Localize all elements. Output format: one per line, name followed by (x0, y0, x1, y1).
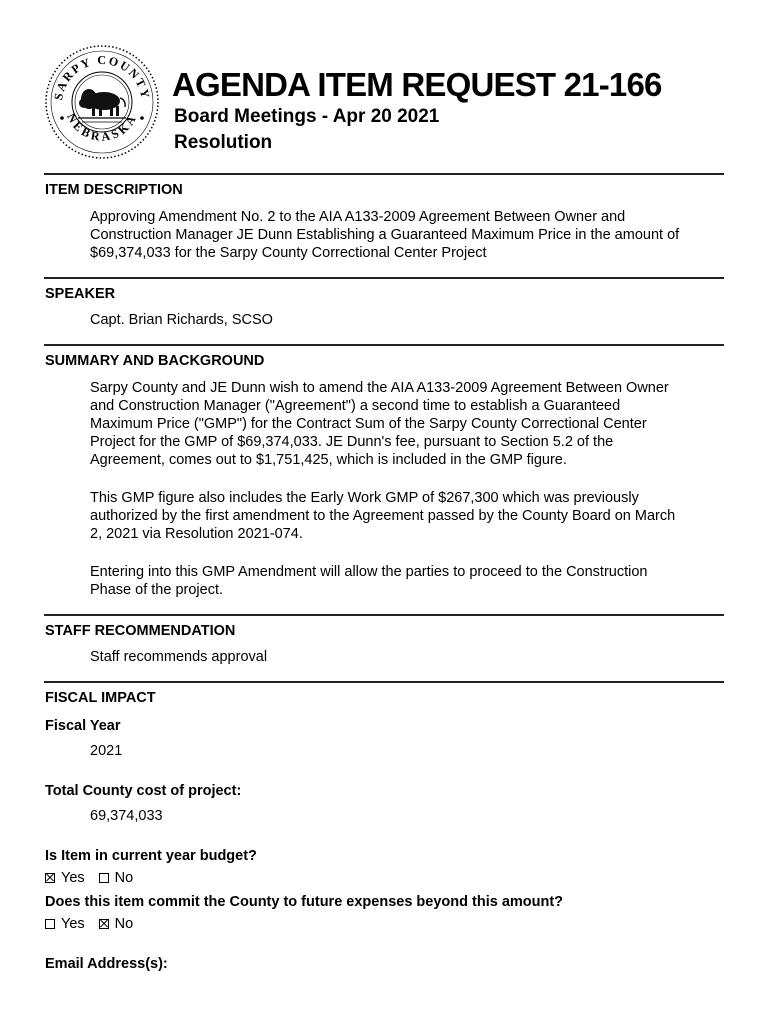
meeting-subtitle: Board Meetings - Apr 20 2021 (174, 106, 440, 127)
budget-yes-label: Yes (61, 870, 85, 886)
fiscal-year-label: Fiscal Year (45, 718, 121, 734)
future-no-label: No (114, 916, 134, 932)
future-yes-checkbox[interactable] (45, 919, 55, 929)
staff-recommendation-heading: STAFF RECOMMENDATION (45, 623, 236, 639)
budget-no-label: No (114, 870, 134, 886)
divider (44, 344, 724, 346)
budget-yes-checkbox[interactable] (45, 873, 55, 883)
fiscal-year-value: 2021 (90, 743, 123, 759)
speaker-name: Capt. Brian Richards, SCSO (90, 312, 273, 328)
budget-question: Is Item in current year budget? (45, 848, 257, 864)
item-description-text: Approving Amendment No. 2 to the AIA A133-2009 Agreement Between Owner and Construction Manager JE Dunn Establishing a Guaranteed Maximum Price in the amount of $69,374,033 for the Sarpy County Correctional Center Project (90, 209, 680, 261)
divider (44, 681, 724, 683)
future-yes-label: Yes (61, 916, 85, 932)
summary-paragraph-3: Entering into this GMP Amendment will allow the parties to proceed to the Construction Phase of the project. (90, 564, 648, 598)
seal-text-top: SARPY COUNTY (51, 52, 153, 102)
fiscal-impact-heading: FISCAL IMPACT (45, 690, 156, 706)
divider (44, 277, 724, 279)
staff-recommendation-text: Staff recommends approval (90, 649, 268, 665)
summary-heading: SUMMARY AND BACKGROUND (45, 353, 265, 369)
item-type: Resolution (174, 132, 273, 153)
email-label: Email Address(s): (45, 956, 168, 972)
summary-paragraph-1: Sarpy County and JE Dunn wish to amend the AIA A133-2009 Agreement Between Owner and Construction Manager ("Agreement") a second time to establish a Guaranteed Maximum Price ("GMP") for the Contract Sum of the Sarpy County Correctional Center Project for the GMP of $69,374,033. JE Dunn's fee, pursuant to Section 5.2 of the Agreement, comes out to $1,751,425, which is included in the GMP figure. (90, 380, 669, 468)
total-cost-label: Total County cost of project: (45, 783, 242, 799)
future-expense-question: Does this item commit the County to future expenses beyond this amount? (45, 894, 564, 910)
speaker-heading: SPEAKER (45, 286, 116, 302)
summary-paragraph-2: This GMP figure also includes the Early Work GMP of $267,300 which was previously authorized by the first amendment to the Agreement passed by the County Board on March 2, 2021 via Resolution 2021-074. (90, 490, 676, 542)
budget-options (45, 870, 147, 886)
county-seal-icon (44, 44, 160, 160)
future-no-checkbox[interactable] (99, 919, 109, 929)
divider (44, 173, 724, 175)
seal-text-bottom: NEBRASKA (64, 110, 140, 144)
divider (44, 614, 724, 616)
total-cost-value: 69,374,033 (90, 808, 163, 824)
budget-no-checkbox[interactable] (99, 873, 109, 883)
page-title: AGENDA ITEM REQUEST 21-166 (172, 66, 662, 103)
future-expense-options (45, 916, 147, 932)
item-description-heading: ITEM DESCRIPTION (45, 182, 183, 198)
